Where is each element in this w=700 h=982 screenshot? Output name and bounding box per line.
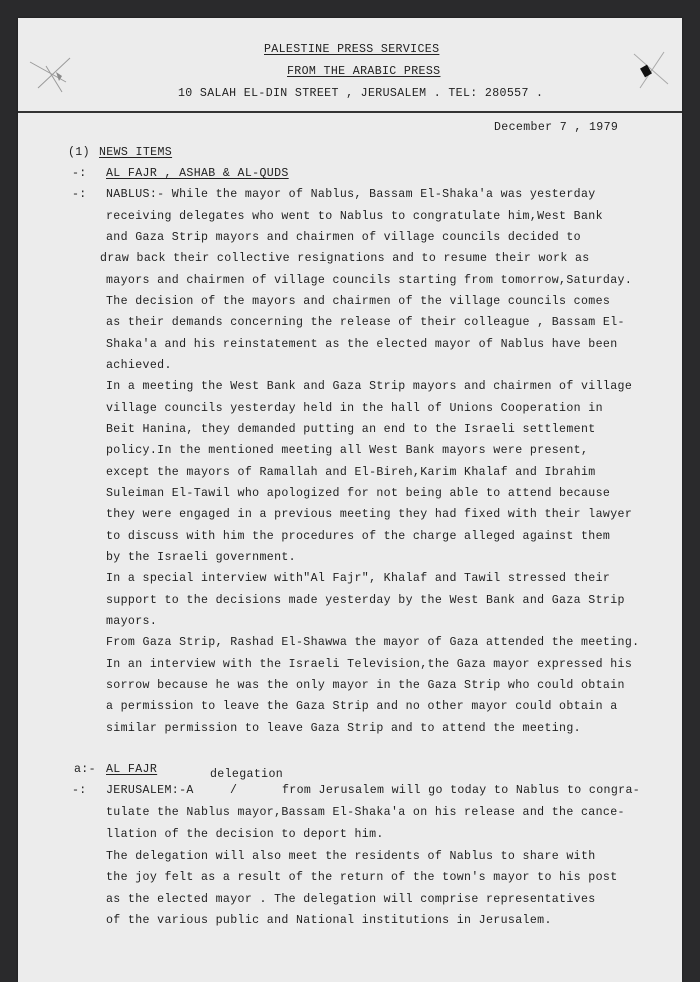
text-line: as their demands concerning the release of their colleague , Bassam El-: [106, 316, 625, 329]
section-sources-marker: -:: [72, 167, 87, 180]
text-line: from Jerusalem will go today to Nablus to congra-: [282, 784, 641, 797]
item-marker: -:: [72, 188, 87, 201]
text-line: to discuss with him the procedures of the charge alleged against them: [106, 530, 611, 543]
text-line: Beit Hanina, they demanded putting an end to the Israeli settlement: [106, 423, 596, 436]
text-line: the joy felt as a result of the return of the town's mayor to his post: [106, 871, 618, 884]
text-line: mayors and chairmen of village councils starting from tomorrow,Saturday.: [106, 274, 633, 287]
tape-mark-right: [628, 48, 674, 92]
document-date: December 7 , 1979: [494, 121, 619, 134]
text-line: draw back their collective resignations and to resume their work as: [100, 252, 590, 265]
text-line: In an interview with the Israeli Television,the Gaza mayor expressed his: [106, 658, 633, 671]
staple-mark-left: [26, 52, 84, 98]
text-line: Suleiman El-Tawil who apologized for not being able to attend because: [106, 487, 611, 500]
text-line: llation of the decision to deport him.: [106, 828, 384, 841]
text-line: village councils yesterday held in the hall of Unions Cooperation in: [106, 402, 603, 415]
header-source: FROM THE ARABIC PRESS: [287, 65, 441, 78]
text-line: of the various public and National institutions in Jerusalem.: [106, 914, 552, 927]
text-line: In a meeting the West Bank and Gaza Strip mayors and chairmen of village: [106, 380, 633, 393]
header-address: 10 SALAH EL-DIN STREET , JERUSALEM . TEL: 280557 .: [178, 87, 544, 100]
section-number: (1): [68, 146, 90, 159]
text-line: NABLUS:- While the mayor of Nablus, Bassam El-Shaka'a was yesterday: [106, 188, 596, 201]
text-line: The decision of the mayors and chairmen of the village councils comes: [106, 295, 611, 308]
text-line: From Gaza Strip, Rashad El-Shawwa the mayor of Gaza attended the meeting.: [106, 636, 640, 649]
text-line: they were engaged in a previous meeting they had fixed with their lawyer: [106, 508, 633, 521]
text-line: Shaka'a and his reinstatement as the elected mayor of Nablus have been: [106, 338, 618, 351]
section-marker: a:-: [74, 763, 96, 776]
text-line: sorrow because he was the only mayor in the Gaza Strip who could obtain: [106, 679, 625, 692]
text-line: a permission to leave the Gaza Strip and no other mayor could obtain a: [106, 700, 618, 713]
insertion-caret: /: [230, 784, 238, 797]
text-line: mayors.: [106, 615, 158, 628]
text-line: In a special interview with"Al Fajr", Khalaf and Tawil stressed their: [106, 572, 611, 585]
text-line: receiving delegates who went to Nablus to congratulate him,West Bank: [106, 210, 603, 223]
text-line: support to the decisions made yesterday by the West Bank and Gaza Strip: [106, 594, 625, 607]
text-line: The delegation will also meet the residents of Nablus to share with: [106, 850, 596, 863]
document-page: [18, 18, 682, 982]
section-title: NEWS ITEMS: [99, 146, 173, 159]
inserted-word: delegation: [210, 768, 284, 781]
header-org: PALESTINE PRESS SERVICES: [264, 43, 440, 56]
section-sources: AL FAJR , ASHAB & AL-QUDS: [106, 167, 289, 180]
text-line: achieved.: [106, 359, 172, 372]
text-line: similar permission to leave Gaza Strip and to attend the meeting.: [106, 722, 581, 735]
text-line: JERUSALEM:-A: [106, 784, 194, 797]
text-line: except the mayors of Ramallah and El-Bireh,Karim Khalaf and Ibrahim: [106, 466, 596, 479]
section-source: AL FAJR: [106, 763, 158, 776]
text-line: by the Israeli government.: [106, 551, 296, 564]
header-divider: [18, 111, 682, 113]
text-line: tulate the Nablus mayor,Bassam El-Shaka'a on his release and the cance-: [106, 806, 625, 819]
item-marker: -:: [72, 784, 87, 797]
text-line: and Gaza Strip mayors and chairmen of village councils decided to: [106, 231, 581, 244]
text-line: policy.In the mentioned meeting all West Bank mayors were present,: [106, 444, 589, 457]
text-line: as the elected mayor . The delegation will comprise representatives: [106, 893, 596, 906]
